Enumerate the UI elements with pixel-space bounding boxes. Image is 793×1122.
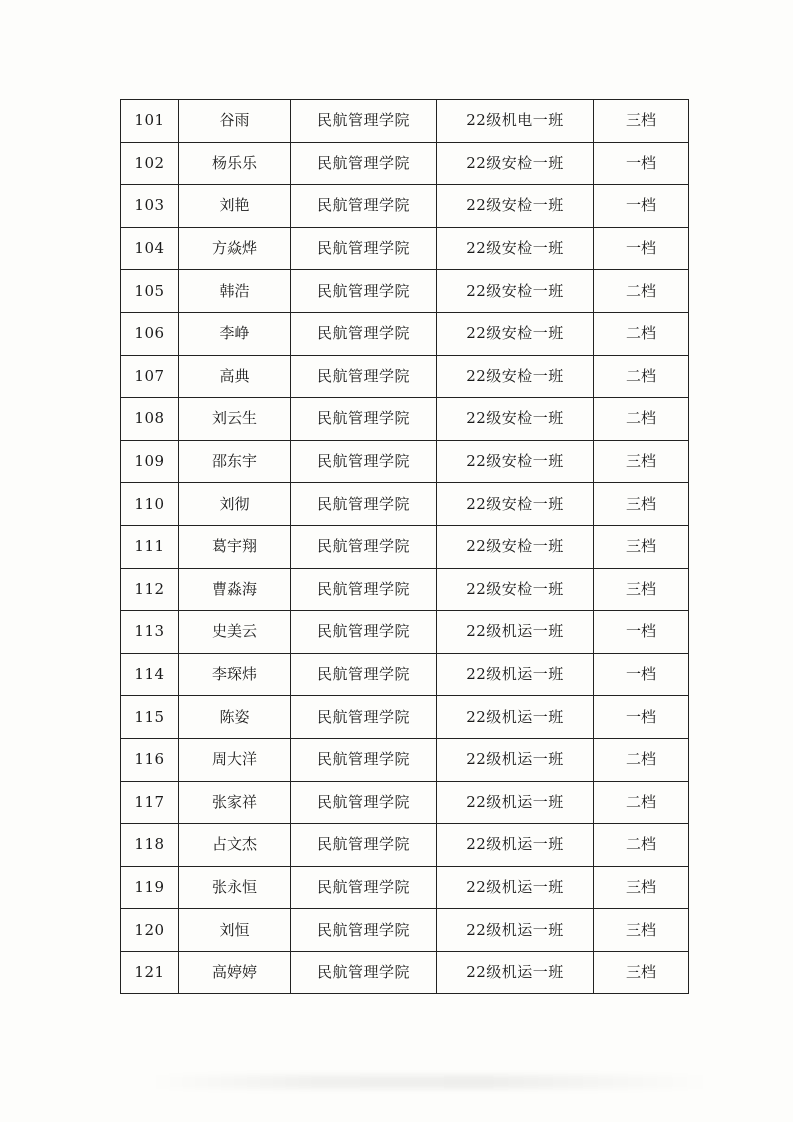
- class-cell: 22级机运一班: [437, 611, 594, 654]
- table-row: [121, 909, 689, 952]
- row-number-cell: 114: [121, 653, 179, 696]
- college-cell: 民航管理学院: [291, 824, 437, 867]
- class-cell: 22级安检一班: [437, 185, 594, 228]
- table-row: [121, 866, 689, 909]
- student-name-cell: 刘彻: [179, 483, 291, 526]
- college-cell: 民航管理学院: [291, 781, 437, 824]
- college-cell: 民航管理学院: [291, 100, 437, 143]
- class-cell: 22级机运一班: [437, 866, 594, 909]
- college-cell: 民航管理学院: [291, 312, 437, 355]
- roster-table-body: [121, 100, 689, 994]
- student-name-cell: 张永恒: [179, 866, 291, 909]
- student-name-cell: 李峥: [179, 312, 291, 355]
- row-number-cell: 107: [121, 355, 179, 398]
- college-cell: 民航管理学院: [291, 440, 437, 483]
- student-name-cell: 邵东宇: [179, 440, 291, 483]
- row-number-cell: 103: [121, 185, 179, 228]
- class-cell: 22级机运一班: [437, 781, 594, 824]
- grade-level-cell: 二档: [594, 312, 689, 355]
- table-row: [121, 355, 689, 398]
- grade-level-cell: 三档: [594, 483, 689, 526]
- table-row: [121, 227, 689, 270]
- student-name-cell: 高典: [179, 355, 291, 398]
- row-number-cell: 109: [121, 440, 179, 483]
- class-cell: 22级安检一班: [437, 312, 594, 355]
- grade-level-cell: 三档: [594, 440, 689, 483]
- college-cell: 民航管理学院: [291, 185, 437, 228]
- student-name-cell: 葛宇翔: [179, 525, 291, 568]
- class-cell: 22级机电一班: [437, 100, 594, 143]
- class-cell: 22级安检一班: [437, 142, 594, 185]
- college-cell: 民航管理学院: [291, 866, 437, 909]
- row-number-cell: 119: [121, 866, 179, 909]
- table-row: [121, 611, 689, 654]
- class-cell: 22级机运一班: [437, 951, 594, 994]
- row-number-cell: 108: [121, 398, 179, 441]
- college-cell: 民航管理学院: [291, 653, 437, 696]
- table-row: [121, 270, 689, 313]
- table-row: [121, 696, 689, 739]
- college-cell: 民航管理学院: [291, 738, 437, 781]
- row-number-cell: 102: [121, 142, 179, 185]
- student-name-cell: 周大洋: [179, 738, 291, 781]
- grade-level-cell: 三档: [594, 951, 689, 994]
- student-name-cell: 高婷婷: [179, 951, 291, 994]
- table-row: [121, 738, 689, 781]
- student-name-cell: 韩浩: [179, 270, 291, 313]
- row-number-cell: 116: [121, 738, 179, 781]
- grade-level-cell: 二档: [594, 270, 689, 313]
- college-cell: 民航管理学院: [291, 227, 437, 270]
- grade-level-cell: 三档: [594, 100, 689, 143]
- grade-level-cell: 三档: [594, 866, 689, 909]
- college-cell: 民航管理学院: [291, 270, 437, 313]
- student-name-cell: 史美云: [179, 611, 291, 654]
- class-cell: 22级安检一班: [437, 227, 594, 270]
- table-row: [121, 653, 689, 696]
- student-name-cell: 刘恒: [179, 909, 291, 952]
- student-name-cell: 刘艳: [179, 185, 291, 228]
- row-number-cell: 104: [121, 227, 179, 270]
- roster-table: [120, 99, 689, 994]
- row-number-cell: 121: [121, 951, 179, 994]
- grade-level-cell: 三档: [594, 568, 689, 611]
- student-name-cell: 曹淼海: [179, 568, 291, 611]
- grade-level-cell: 一档: [594, 653, 689, 696]
- row-number-cell: 117: [121, 781, 179, 824]
- table-row: [121, 781, 689, 824]
- row-number-cell: 120: [121, 909, 179, 952]
- class-cell: 22级安检一班: [437, 568, 594, 611]
- college-cell: 民航管理学院: [291, 483, 437, 526]
- grade-level-cell: 一档: [594, 227, 689, 270]
- row-number-cell: 118: [121, 824, 179, 867]
- college-cell: 民航管理学院: [291, 611, 437, 654]
- grade-level-cell: 三档: [594, 909, 689, 952]
- class-cell: 22级安检一班: [437, 270, 594, 313]
- class-cell: 22级机运一班: [437, 824, 594, 867]
- grade-level-cell: 二档: [594, 824, 689, 867]
- class-cell: 22级安检一班: [437, 525, 594, 568]
- student-name-cell: 刘云生: [179, 398, 291, 441]
- grade-level-cell: 一档: [594, 142, 689, 185]
- table-row: [121, 951, 689, 994]
- class-cell: 22级机运一班: [437, 738, 594, 781]
- table-row: [121, 824, 689, 867]
- student-name-cell: 李琛炜: [179, 653, 291, 696]
- scan-shadow: [150, 1075, 710, 1089]
- college-cell: 民航管理学院: [291, 525, 437, 568]
- table-row: [121, 142, 689, 185]
- grade-level-cell: 一档: [594, 611, 689, 654]
- college-cell: 民航管理学院: [291, 398, 437, 441]
- table-row: [121, 398, 689, 441]
- class-cell: 22级机运一班: [437, 909, 594, 952]
- grade-level-cell: 二档: [594, 355, 689, 398]
- class-cell: 22级机运一班: [437, 696, 594, 739]
- student-name-cell: 陈姿: [179, 696, 291, 739]
- student-name-cell: 方焱烨: [179, 227, 291, 270]
- row-number-cell: 110: [121, 483, 179, 526]
- class-cell: 22级机运一班: [437, 653, 594, 696]
- college-cell: 民航管理学院: [291, 951, 437, 994]
- row-number-cell: 111: [121, 525, 179, 568]
- class-cell: 22级安检一班: [437, 440, 594, 483]
- college-cell: 民航管理学院: [291, 909, 437, 952]
- table-row: [121, 185, 689, 228]
- table-row: [121, 440, 689, 483]
- student-name-cell: 杨乐乐: [179, 142, 291, 185]
- college-cell: 民航管理学院: [291, 355, 437, 398]
- grade-level-cell: 二档: [594, 781, 689, 824]
- row-number-cell: 101: [121, 100, 179, 143]
- table-row: [121, 483, 689, 526]
- table-row: [121, 525, 689, 568]
- grade-level-cell: 一档: [594, 696, 689, 739]
- table-row: [121, 100, 689, 143]
- student-name-cell: 谷雨: [179, 100, 291, 143]
- college-cell: 民航管理学院: [291, 142, 437, 185]
- grade-level-cell: 二档: [594, 398, 689, 441]
- college-cell: 民航管理学院: [291, 696, 437, 739]
- row-number-cell: 115: [121, 696, 179, 739]
- row-number-cell: 105: [121, 270, 179, 313]
- college-cell: 民航管理学院: [291, 568, 437, 611]
- student-name-cell: 占文杰: [179, 824, 291, 867]
- row-number-cell: 106: [121, 312, 179, 355]
- grade-level-cell: 二档: [594, 738, 689, 781]
- class-cell: 22级安检一班: [437, 355, 594, 398]
- student-name-cell: 张家祥: [179, 781, 291, 824]
- row-number-cell: 112: [121, 568, 179, 611]
- table-row: [121, 312, 689, 355]
- class-cell: 22级安检一班: [437, 483, 594, 526]
- class-cell: 22级安检一班: [437, 398, 594, 441]
- table-row: [121, 568, 689, 611]
- grade-level-cell: 三档: [594, 525, 689, 568]
- grade-level-cell: 一档: [594, 185, 689, 228]
- row-number-cell: 113: [121, 611, 179, 654]
